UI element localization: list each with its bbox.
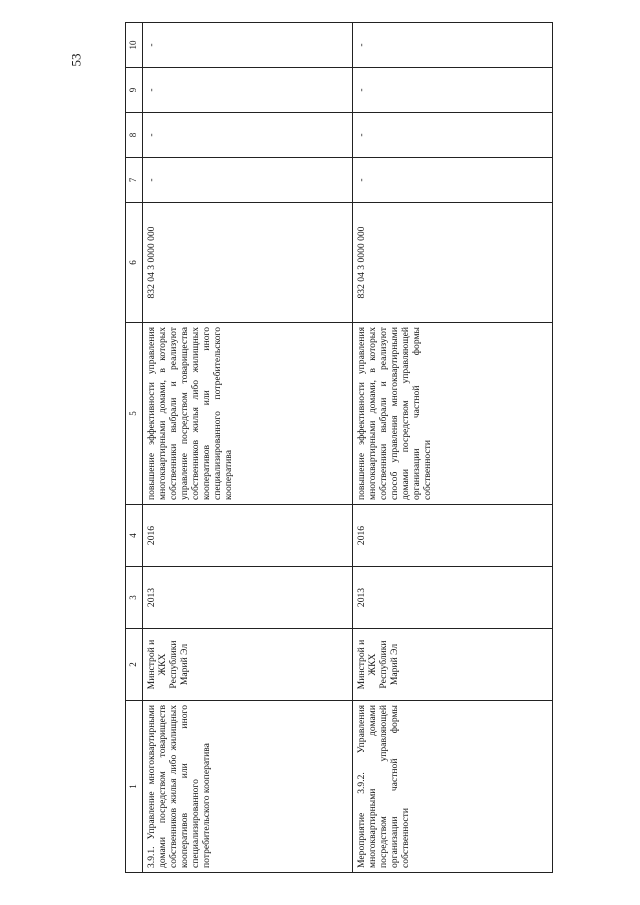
cell-7: - xyxy=(353,158,553,203)
rotated-table-container xyxy=(125,23,615,873)
start-year: 2013 xyxy=(143,567,353,629)
budget-code: 832 04 3 0000 000 xyxy=(353,203,553,323)
cell-8: - xyxy=(353,113,553,158)
end-year: 2016 xyxy=(353,505,553,567)
end-year: 2016 xyxy=(143,505,353,567)
budget-code: 832 04 3 0000 000 xyxy=(143,203,353,323)
expected-result: повышение эффективности управления многоквартирными домами, в которых собственники выбрали и реализуют управление посредством товарищества собственников жилья либо жилищных кооперативов или иного специализированного потребительского кооператива xyxy=(143,323,353,505)
col-header-7: 7 xyxy=(126,158,143,203)
cell-8: - xyxy=(143,113,353,158)
executor: Минстрой и ЖКХ Республики Марий Эл xyxy=(143,629,353,701)
program-table xyxy=(125,22,553,873)
cell-9: - xyxy=(143,68,353,113)
col-header-5: 5 xyxy=(126,323,143,505)
col-header-2: 2 xyxy=(126,629,143,701)
cell-9: - xyxy=(353,68,553,113)
col-header-9: 9 xyxy=(126,68,143,113)
col-header-3: 3 xyxy=(126,567,143,629)
start-year: 2013 xyxy=(353,567,553,629)
col-header-6: 6 xyxy=(126,203,143,323)
page-number: 53 xyxy=(68,53,84,67)
executor: Минстрой и ЖКХ Республики Марий Эл xyxy=(353,629,553,701)
table-row xyxy=(143,23,353,873)
cell-7: - xyxy=(143,158,353,203)
measure-name: Мероприятие 3.9.2. Управления многоквартирными домами посредством управляющей организации частной формы собственности xyxy=(353,701,553,873)
col-header-1: 1 xyxy=(126,701,143,873)
header-row xyxy=(126,23,143,873)
cell-10: - xyxy=(143,23,353,68)
expected-result: повышение эффективности управления многоквартирными домами, в которых собственники выбрали и реализуют способ управления многоквартирными домами посредством управляющей организации частной формы собственности xyxy=(353,323,553,505)
col-header-4: 4 xyxy=(126,505,143,567)
col-header-10: 10 xyxy=(126,23,143,68)
cell-10: - xyxy=(353,23,553,68)
measure-name: 3.9.1. Управление многоквартирными домами посредством товариществ собственников жилья либо жилищных кооперативов или иного специализированного потребительского кооператива xyxy=(143,701,353,873)
table-row xyxy=(353,23,553,873)
col-header-8: 8 xyxy=(126,113,143,158)
